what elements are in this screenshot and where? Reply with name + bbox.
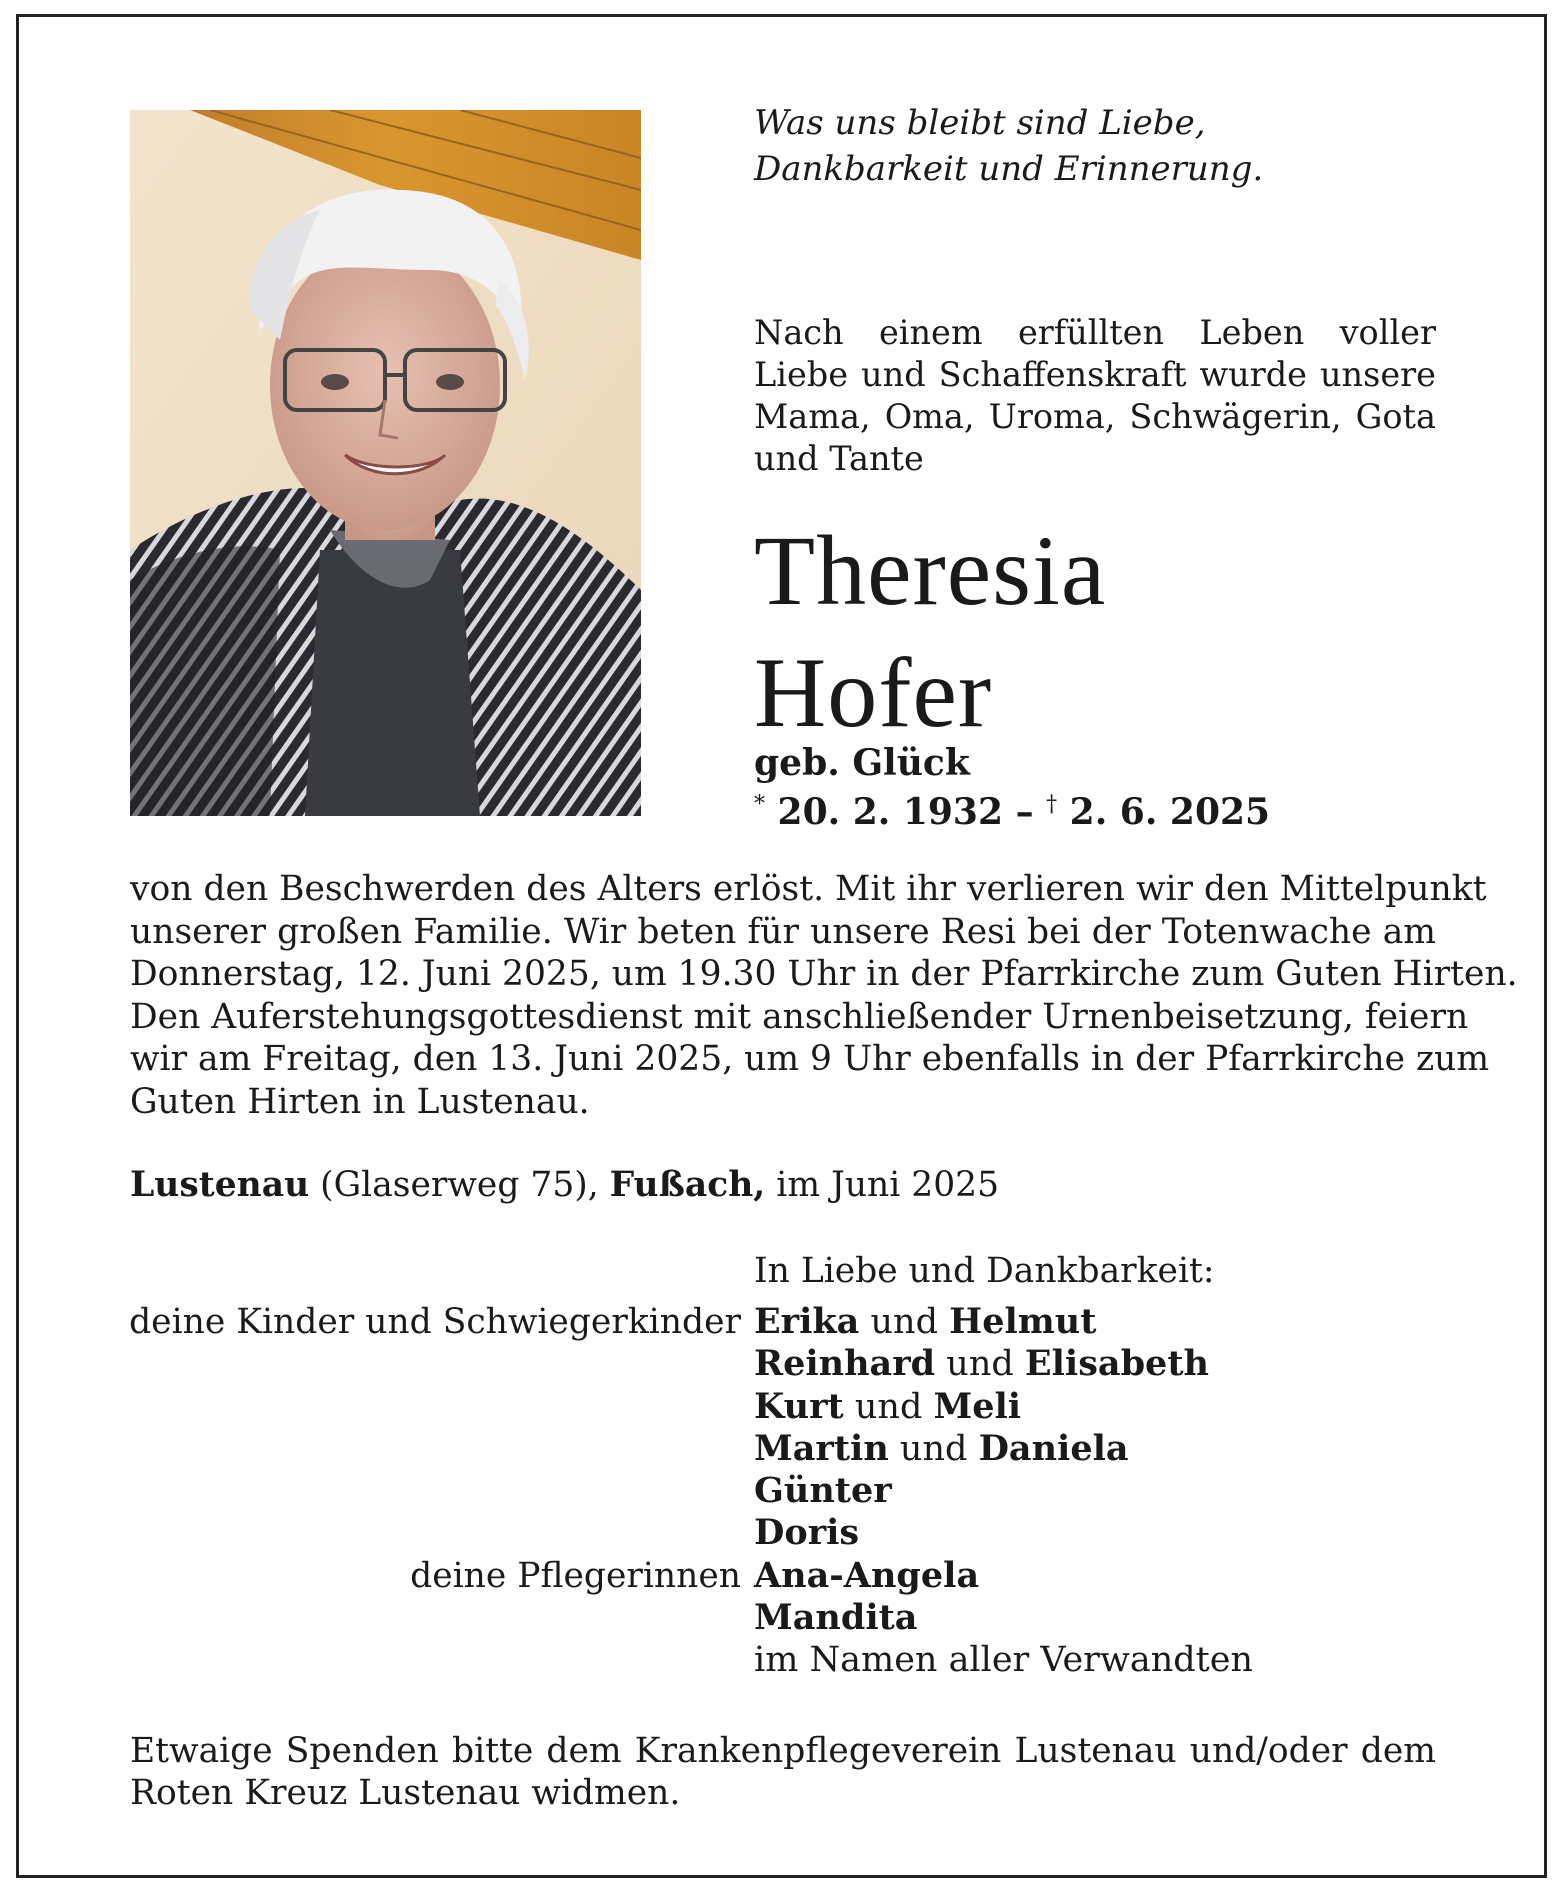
first-name: Theresia (754, 515, 1107, 626)
birth-date: 20. 2. 1932 (777, 791, 1004, 833)
and-word: und (854, 1386, 923, 1427)
mourner-name: Doris (754, 1512, 860, 1554)
mourner-name: Elisabeth (1024, 1343, 1209, 1385)
quote-line: Dankbarkeit und Erinnerung. (754, 149, 1264, 189)
last-name: Hofer (754, 637, 993, 748)
donation-line: Roten Kreuz Lustenau widmen. (130, 1773, 681, 1813)
list-item (754, 1428, 1253, 1470)
intro-paragraph (754, 312, 1436, 480)
address: (Glaserweg 75), (309, 1165, 610, 1205)
list-item (754, 1343, 1253, 1385)
body-line: Guten Hirten in Lustenau. (130, 1081, 590, 1122)
notice-date: im Juni 2025 (765, 1165, 1000, 1205)
and-word: und (899, 1428, 968, 1469)
mourner-name: Meli (933, 1385, 1022, 1427)
body-line: von den Beschwerden des Alters erlöst. Mit ihr verlieren wir den Mittelpunkt (130, 869, 1487, 909)
mourner-name: Martin (754, 1427, 889, 1469)
quote-line: Was uns bleibt sind Liebe, (754, 103, 1206, 143)
place-and-date (130, 1164, 999, 1206)
mourner-name: Daniela (978, 1427, 1129, 1469)
body-line: Den Auferstehungsgottesdienst mit anschließender Urnenbeisetzung, feiern (130, 996, 1469, 1037)
mourner-name: Reinhard (754, 1343, 936, 1385)
mourner-name: Ana-Angela (754, 1554, 980, 1596)
mourner-name: Erika (754, 1301, 860, 1342)
donation-note (130, 1730, 1436, 1814)
body-line: Donnerstag, 12. Juni 2025, um 19.30 Uhr in der Pfarrkirche zum Guten Hirten. (130, 954, 1518, 994)
donation-line: Etwaige Spenden bitte dem Krankenpflegeverein Lustenau und/oder dem (130, 1731, 1436, 1771)
date-dash: – (1015, 791, 1034, 833)
birth-death-info (754, 742, 1270, 833)
intro-line: Liebe und Schaffenskraft wurde unsere (754, 355, 1436, 394)
list-item (754, 1386, 1253, 1428)
mourner-name: Kurt (754, 1385, 844, 1427)
mourner-name: Günter (754, 1470, 892, 1512)
intro-line: und Tante (754, 439, 924, 478)
mourner-name: Helmut (949, 1301, 1097, 1342)
list-item (754, 1470, 1253, 1512)
list-item (754, 1512, 1253, 1554)
town-fussach: Fußach, (609, 1165, 766, 1205)
mourner-name: Mandita (754, 1597, 918, 1639)
and-word: und (870, 1302, 938, 1342)
closing-line: im Namen aller Verwandten (754, 1640, 1253, 1681)
mourners-list (754, 1301, 1253, 1682)
portrait-photo (130, 110, 641, 816)
mourners-intro: In Liebe und Dankbarkeit: (754, 1251, 1215, 1291)
birth-symbol: * (754, 792, 765, 817)
life-dates (754, 784, 1270, 833)
death-symbol: † (1046, 792, 1058, 817)
quote (754, 100, 1263, 192)
deceased-name (754, 510, 1106, 754)
intro-line: Mama, Oma, Uroma, Schwägerin, Gota (754, 397, 1436, 436)
relation-label-children: deine Kinder und Schwiegerkinder (129, 1302, 741, 1342)
death-date: 2. 6. 2025 (1069, 791, 1271, 833)
and-word: und (946, 1344, 1014, 1385)
relation-label-caregivers: deine Pflegerinnen (410, 1556, 741, 1596)
intro-line: Nach einem erfüllten Leben voller (754, 313, 1436, 352)
main-paragraph (130, 868, 1518, 1123)
list-item (754, 1597, 1253, 1639)
body-line: unserer großen Familie. Wir beten für unsere Resi bei der Totenwache am (130, 911, 1436, 952)
town-lustenau: Lustenau (130, 1165, 310, 1205)
birth-name: geb. Glück (754, 742, 970, 784)
list-item (754, 1555, 1253, 1597)
body-line: wir am Freitag, den 13. Juni 2025, um 9 Uhr ebenfalls in der Pfarrkirche zum (130, 1039, 1490, 1079)
list-item (754, 1301, 1253, 1343)
